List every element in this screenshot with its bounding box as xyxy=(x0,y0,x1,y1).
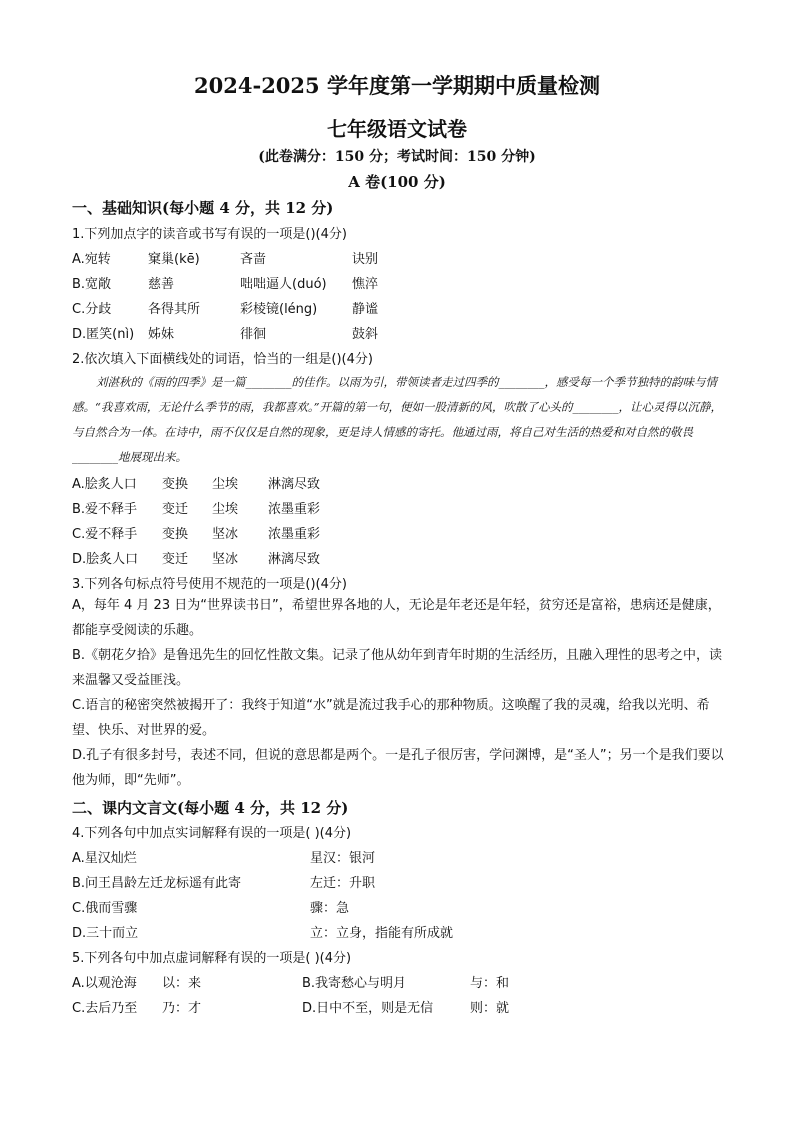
q5-b-sentence: B.我寄愁心与明月 xyxy=(302,976,407,991)
q2-b-3: 尘埃 xyxy=(212,502,239,517)
q2-passage-text: 刘湛秋的《雨的四季》是一篇________的佳作。以雨为引，带领读者走过四季的________，感受每一个季节独特的韵味与情感。“我喜欢雨，无论什么季节的雨，我都喜欢。”开篇的第一句，便如一股清新的风，吹散了心头的________，让心灵得以沉静，与自然合为一体。在诗中，雨不仅仅是自然的现象，更是诗人情感的寄托。他通过雨，将自己对生活的热爱和对自然的敬畏________地展现出来。 xyxy=(72,375,723,464)
q5-d-explanation: 则：就 xyxy=(470,1001,510,1016)
q1-c-1: C.分歧 xyxy=(72,302,112,317)
section2-heading: 二、课内文言文(每小题 4 分，共 12 分) xyxy=(72,799,349,817)
q2-d-2: 变迁 xyxy=(162,552,189,567)
q1-c-3: 彩棱镜(léng) xyxy=(240,302,318,317)
q2-b-4: 浓墨重彩 xyxy=(268,502,321,517)
q2-b-2: 变迁 xyxy=(162,502,189,517)
q2-c-3: 坚冰 xyxy=(212,527,239,542)
q4-c-explanation: 骤：急 xyxy=(310,901,350,916)
q1-d-4: 鼓斜 xyxy=(352,327,379,342)
q1-a-3: 吝啬 xyxy=(240,252,267,267)
q2-c-2: 变换 xyxy=(162,527,189,542)
q2-d-1: D.脍炙人口 xyxy=(72,552,139,567)
q1-c-2: 各得其所 xyxy=(148,302,201,317)
q2-stem: 2.依次填入下面横线处的词语，恰当的一组是()(4分) xyxy=(72,352,373,367)
paper-a-heading: A 卷(100 分) xyxy=(348,173,446,191)
q1-stem: 1.下列加点字的读音或书写有误的一项是()(4分) xyxy=(72,227,347,242)
q2-passage xyxy=(72,370,732,470)
q2-d-3: 坚冰 xyxy=(212,552,239,567)
exam-subtitle: 七年级语文试卷 xyxy=(327,117,467,141)
q2-a-4: 淋漓尽致 xyxy=(268,477,321,492)
q4-b-explanation: 左迁：升职 xyxy=(310,876,376,891)
q5-a-sentence: A.以观沧海 xyxy=(72,976,137,991)
q3-option-d: D.孔子有很多封号，表述不同，但说的意思都是两个。一是孔子很厉害，学问渊博，是“圣人”；另一个是我们要以他为师，即“先师”。 xyxy=(72,748,724,788)
q4-d-explanation: 立：立身，指能有所成就 xyxy=(310,926,454,941)
q3-option-b: B.《朝花夕拾》是鲁迅先生的回忆性散文集。记录了他从幼年到青年时期的生活经历，且融入理性的思考之中，读来温馨又受益匪浅。 xyxy=(72,648,723,688)
q1-d-1: D.匿笑(nì) xyxy=(72,327,135,342)
q3-option-c: C.语言的秘密突然被揭开了：我终于知道“水”就是流过我手心的那种物质。这唤醒了我的灵魂，给我以光明、希望、快乐、对世界的爱。 xyxy=(72,698,710,738)
q2-c-1: C.爱不释手 xyxy=(72,527,138,542)
q1-b-1: B.宽敞 xyxy=(72,277,112,292)
q4-b-sentence: B.问王昌龄左迁龙标遥有此寄 xyxy=(72,876,242,891)
q1-b-3: 咄咄逼人(duó) xyxy=(240,277,327,292)
q4-d-sentence: D.三十而立 xyxy=(72,926,139,941)
q1-a-1: A.宛转 xyxy=(72,252,111,267)
q4-a-sentence: A.星汉灿烂 xyxy=(72,851,137,866)
q2-a-3: 尘埃 xyxy=(212,477,239,492)
q5-b-explanation: 与：和 xyxy=(470,976,510,991)
q4-stem: 4.下列各句中加点实词解释有误的一项是( )(4分) xyxy=(72,826,352,841)
q5-c-explanation: 乃：才 xyxy=(162,1001,202,1016)
q5-a-explanation: 以：来 xyxy=(162,976,202,991)
q2-a-1: A.脍炙人口 xyxy=(72,477,137,492)
q1-a-2: 窠巢(kē) xyxy=(148,252,200,267)
q1-c-4: 静谧 xyxy=(352,302,379,317)
q3-option-a: A，每年 4 月 23 日为“世界读书日”，希望世界各地的人，无论是年老还是年轻，贫穷还是富裕，患病还是健康，都能享受阅读的乐趣。 xyxy=(72,598,721,638)
q1-d-3: 徘徊 xyxy=(240,327,267,342)
exam-info: (此卷满分：150 分；考试时间：150 分钟) xyxy=(258,149,536,165)
q3-stem: 3.下列各句标点符号使用不规范的一项是()(4分) xyxy=(72,577,347,592)
q4-c-sentence: C.俄而雪骤 xyxy=(72,901,138,916)
q4-a-explanation: 星汉：银河 xyxy=(310,851,376,866)
q2-a-2: 变换 xyxy=(162,477,189,492)
q1-a-4: 诀别 xyxy=(352,252,379,267)
q1-b-2: 慈善 xyxy=(148,277,175,292)
q5-stem: 5.下列各句中加点虚词解释有误的一项是( )(4分) xyxy=(72,951,352,966)
q2-d-4: 淋漓尽致 xyxy=(268,552,321,567)
q5-c-sentence: C.去后乃至 xyxy=(72,1001,138,1016)
q5-d-sentence: D.日中不至，则是无信 xyxy=(302,1001,434,1016)
q2-b-1: B.爱不释手 xyxy=(72,502,138,517)
q1-d-2: 姊妹 xyxy=(148,327,175,342)
section1-heading: 一、基础知识(每小题 4 分，共 12 分) xyxy=(72,199,334,217)
q1-b-4: 憔淬 xyxy=(352,277,379,292)
exam-title: 2024-2025 学年度第一学期期中质量检测 xyxy=(194,73,600,98)
q2-c-4: 浓墨重彩 xyxy=(268,527,321,542)
